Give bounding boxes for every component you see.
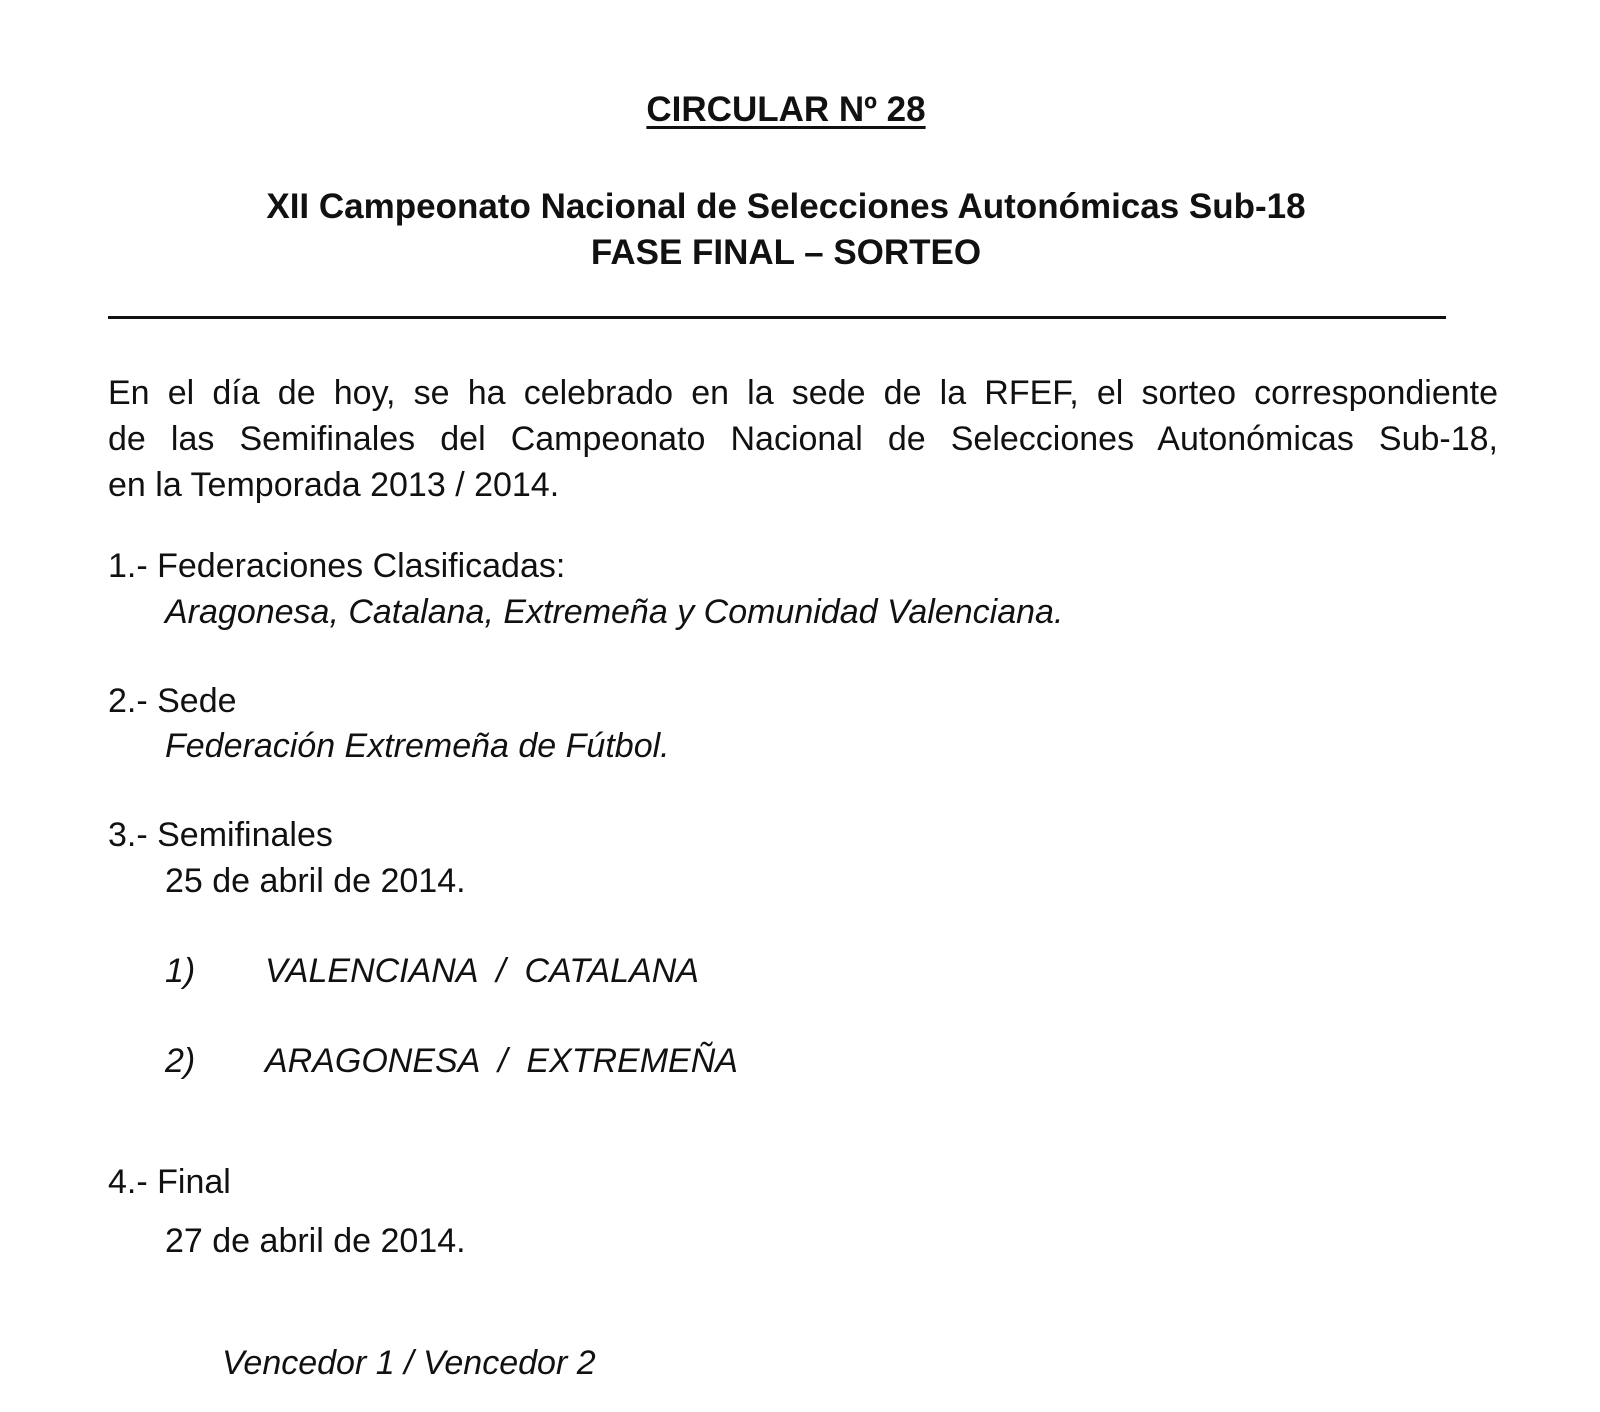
- horizontal-divider: [108, 316, 1446, 319]
- section-3-date: 25 de abril de 2014.: [165, 862, 466, 900]
- final-match: Vencedor 1 / Vencedor 2: [222, 1344, 596, 1382]
- circular-number: CIRCULAR Nº 28: [646, 90, 926, 129]
- match-teams: ARAGONESA / EXTREMEÑA: [265, 1042, 738, 1080]
- semifinal-match-1: [165, 948, 699, 994]
- intro-paragraph: [108, 370, 1498, 508]
- section-2-heading: 2.- Sede: [108, 682, 237, 720]
- intro-line-2: de las Semifinales del Campeonato Nacional de Selecciones Autonómicas Sub-18,: [108, 420, 1498, 458]
- intro-line-3: en la Temporada 2013 / 2014.: [108, 466, 560, 504]
- phase-title: FASE FINAL – SORTEO: [590, 233, 982, 272]
- section-3-heading: 3.- Semifinales: [108, 816, 333, 854]
- championship-title: XII Campeonato Nacional de Selecciones Autonómicas Sub-18: [266, 187, 1306, 226]
- section-1-body: Aragonesa, Catalana, Extremeña y Comunidad Valenciana.: [165, 593, 1064, 631]
- section-4-heading: 4.- Final: [108, 1163, 231, 1201]
- match-number: 1): [165, 952, 196, 990]
- intro-line-1: En el día de hoy, se ha celebrado en la sede de la RFEF, el sorteo correspondiente: [108, 374, 1498, 412]
- match-teams: VALENCIANA / CATALANA: [265, 952, 699, 990]
- match-number: 2): [165, 1042, 196, 1080]
- semifinal-match-2: [165, 1038, 738, 1084]
- document-title: [0, 88, 1572, 132]
- section-4-date: 27 de abril de 2014.: [165, 1222, 466, 1260]
- section-1-heading: 1.- Federaciones Clasificadas:: [108, 547, 566, 585]
- section-2-body: Federación Extremeña de Fútbol.: [165, 727, 670, 765]
